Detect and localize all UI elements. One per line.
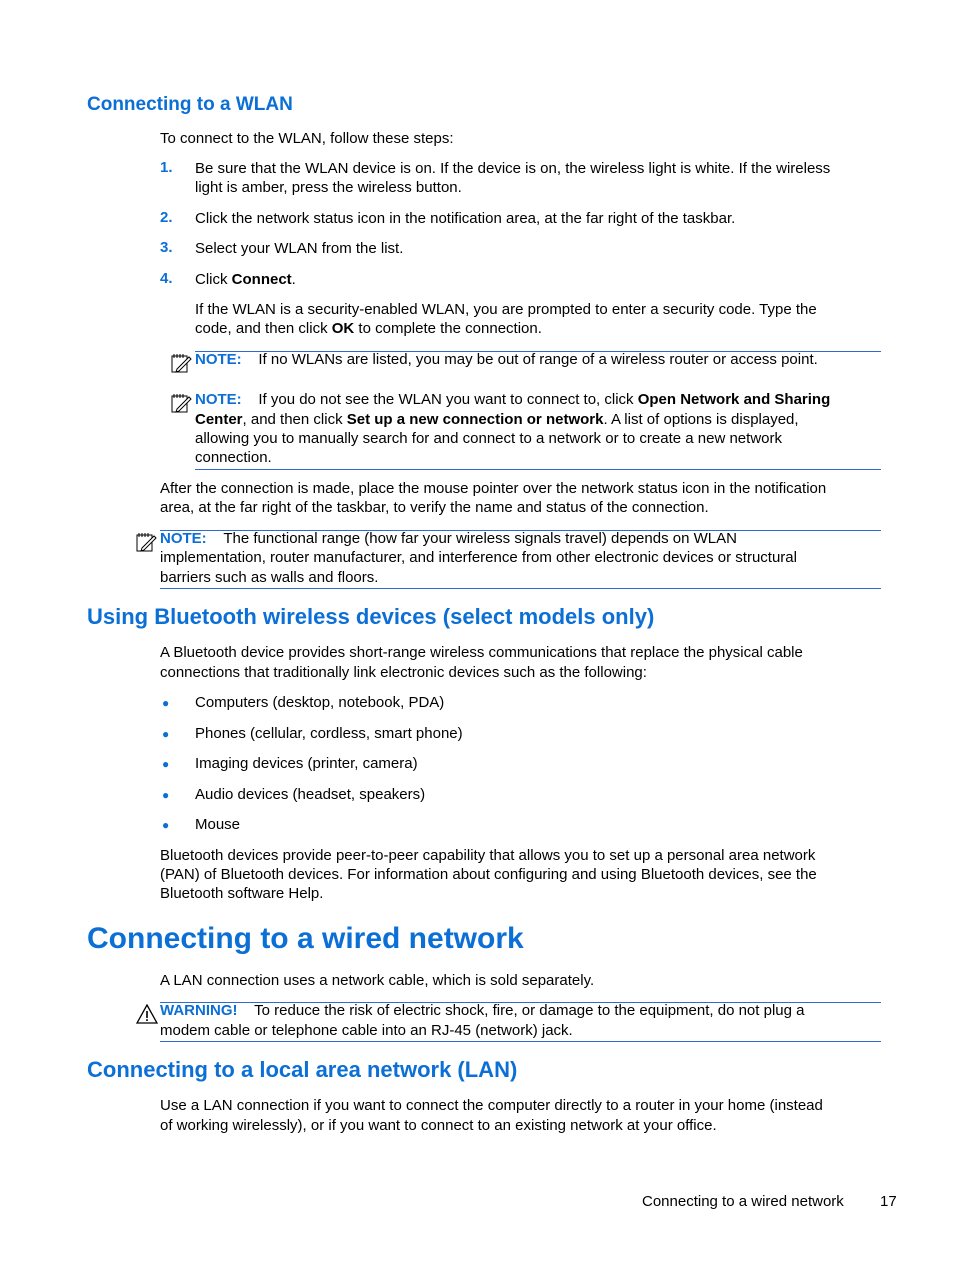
section-heading-bluetooth: Using Bluetooth wireless devices (select models only) — [87, 604, 655, 629]
bullet-item: Imaging devices (printer, camera) — [195, 755, 418, 772]
note-2-line3: allowing you to manually search for and connect to a network or to create a new network — [195, 430, 782, 447]
section-heading-lan: Connecting to a local area network (LAN) — [87, 1057, 518, 1082]
warning-line1: WARNING! To reduce the risk of electric shock, fire, or damage to the equipment, do not plug a — [160, 1002, 805, 1019]
chapter-heading-wired: Connecting to a wired network — [87, 922, 524, 955]
step-number: 1. — [160, 159, 173, 176]
section-heading-wlan: Connecting to a WLAN — [87, 94, 293, 115]
note-pencil-icon — [135, 531, 157, 553]
bluetooth-intro-line2: connections that traditionally link electronic devices such as the following: — [160, 664, 647, 681]
note-pencil-icon — [170, 352, 192, 374]
note-2-line2: Center, and then click Set up a new connection or network. A list of options is displayed, — [195, 411, 799, 428]
bullet-item: Computers (desktop, notebook, PDA) — [195, 694, 445, 711]
note-3-line3: barriers such as walls and floors. — [160, 569, 379, 586]
step-1-line2: light is amber, press the wireless button. — [195, 179, 462, 196]
note-3-line1: NOTE: The functional range (how far your wireless signals travel) depends on WLAN — [160, 530, 737, 547]
bullet-item: Audio devices (headset, speakers) — [195, 786, 426, 803]
wlan-intro: To connect to the WLAN, follow these steps: — [160, 130, 454, 147]
bullet-marker: ● — [162, 757, 170, 771]
bluetooth-outro-line1: Bluetooth devices provide peer-to-peer capability that allows you to set up a personal area network — [160, 847, 816, 864]
bullet-item: Phones (cellular, cordless, smart phone) — [195, 725, 463, 742]
step-3-text: Select your WLAN from the list. — [195, 240, 404, 257]
note-bottom-rule — [160, 588, 881, 589]
bluetooth-outro-line2: (PAN) of Bluetooth devices. For information about configuring and using Bluetooth devices, see the — [160, 866, 817, 883]
after-connect-line2: area, at the far right of the taskbar, to verify the name and status of the connection. — [160, 499, 709, 516]
note-3-line2: implementation, router manufacturer, and interference from other electronic devices or structural — [160, 549, 797, 566]
note-2-line1: NOTE: If you do not see the WLAN you want to connect to, click Open Network and Sharing — [195, 391, 831, 408]
bullet-marker: ● — [162, 818, 170, 832]
step-4-text: Click Connect. — [195, 271, 296, 288]
note-pencil-icon — [170, 392, 192, 414]
lan-line1: Use a LAN connection if you want to connect the computer directly to a router in your home (instead — [160, 1097, 823, 1114]
bluetooth-intro-line1: A Bluetooth device provides short-range wireless communications that replace the physical cable — [160, 644, 803, 661]
page-number: 17 — [880, 1193, 897, 1210]
bullet-item: Mouse — [195, 816, 241, 833]
step-4-para-line2: code, and then click OK to complete the connection. — [195, 320, 542, 337]
note-1: NOTE: If no WLANs are listed, you may be out of range of a wireless router or access point. — [195, 351, 818, 368]
step-number: 4. — [160, 270, 173, 287]
lan-line2: of working wirelessly), or if you want to connect to an existing network at your office. — [160, 1117, 717, 1134]
bluetooth-outro-line3: Bluetooth software Help. — [160, 885, 324, 902]
step-number: 3. — [160, 239, 173, 256]
step-number: 2. — [160, 209, 173, 226]
step-2-text: Click the network status icon in the notification area, at the far right of the taskbar. — [195, 210, 736, 227]
bullet-marker: ● — [162, 788, 170, 802]
wired-intro: A LAN connection uses a network cable, which is sold separately. — [160, 972, 595, 989]
note-bottom-rule — [195, 469, 881, 470]
footer-title: Connecting to a wired network — [642, 1193, 844, 1210]
warning-triangle-icon — [136, 1004, 158, 1024]
after-connect-line1: After the connection is made, place the mouse pointer over the network status icon in the notification — [160, 480, 827, 497]
bullet-marker: ● — [162, 727, 170, 741]
bullet-marker: ● — [162, 696, 170, 710]
note-2-line4: connection. — [195, 449, 272, 466]
warning-bottom-rule — [160, 1041, 881, 1042]
step-4-para-line1: If the WLAN is a security-enabled WLAN, you are prompted to enter a security code. Type the — [195, 301, 817, 318]
warning-line2: modem cable or telephone cable into an RJ-45 (network) jack. — [160, 1022, 573, 1039]
step-1-line1: Be sure that the WLAN device is on. If the device is on, the wireless light is white. If the wireless — [195, 160, 831, 177]
